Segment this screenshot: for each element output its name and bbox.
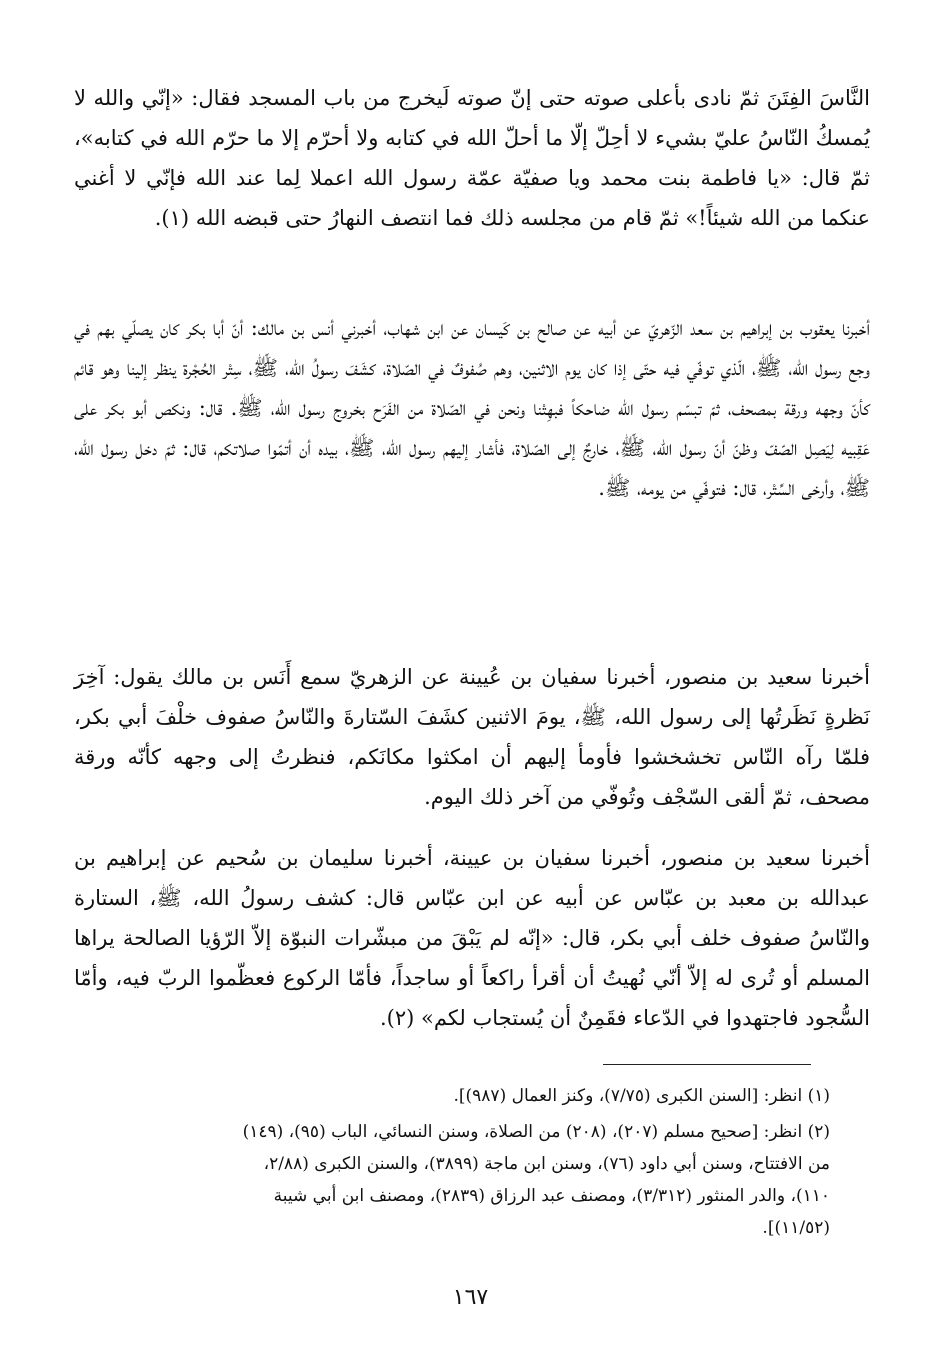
footnotes (74, 1080, 830, 1248)
footnote-2-line: (٢) انظر: [صحيح مسلم (٢٠٧)، (٢٠٨) من الصلاة، وسنن النسائي، الباب (٩٥)، (١٤٩) (242, 1122, 830, 1142)
paragraph-ibn-abbas-narration: أخبرنا سعيد بن منصور، أخبرنا سفيان بن عيينة، أخبرنا سليمان بن سُحيم عن إبراهيم بن عبدالله بن معبد بن عبّاس عن أبيه عن ابن عبّاس قال: كشف رسولُ الله، ﷺ، الستارة والنّاسُ صفوف خلف أبي بكر، قال: «إنّه لم يَبْقَ من مبشّرات النبوّة إلاّ الرّؤيا الصالحة يراها المسلم أو تُرى له إلاّ أنّي نُهيتُ أن أقرأ راكعاً أو ساجداً، فأمّا الركوع فعظّموا الربّ فيه، وأمّا السُّجود فاجتهدوا في الدّعاء فقَمِنٌ أن يُستجاب لكم» (٢). (74, 846, 870, 1030)
paragraph-yaqub-narration: أخبرنا يعقوب بن إبراهيم بن سعد الزّهريّ عن أبيه عن صالح بن كَيسان عن ابن شهاب، أخبرني أنس بن مالك: أنّ أبا بكر كان يصلّي بهم في وجع رسول الله، ﷺ، الّذي توفّي فيه حتّى إذا كان يوم الاثنين، وهم صُفوفٌ في الصّلاة، كشَفَ رسولُ الله، ﷺ، سِتْر الحُجْرة ينظر إلينا وهو قائم كأنّ وجهه ورقة بمصحف، ثمّ تبسّم رسول الله ضاحكاً فبهِتْنا ونحن في الصّلاة من الفَرَح بخروج رسول الله، ﷺ. قال: ونكص أبو بكر على عَقِبيه لِيَصِل الصّفّ وظنّ أنّ رسول الله، ﷺ، خارجٌ إلى الصّلاة، فأشار إليهم رسول الله، ﷺ، بيده أن أتمّوا صلاتكم، قال: ثمّ دخل رسول الله، ﷺ، وأرخى السِّتْر، قال: فتوفّي من يومه، ﷺ. (74, 316, 870, 500)
page-number: ١٦٧ (452, 1285, 489, 1310)
paragraph-continuation: النَّاسَ الفِتَنَ ثمّ نادى بأعلى صوته حتى إنّ صوته لَيخرج من باب المسجد فقال: «إنّي والله لا يُمسكُ النّاسُ عليّ بشيء لا أحِلّ إلّا ما أحلّ الله في كتابه ولا أحرّم إلا ما حرّم الله في كتابه»، ثمّ قال: «يا فاطمة بنت محمد ويا صفيّة عمّة رسول الله اعملا لِما عند الله فإنّي لا أغني عنكما من الله شيئاً!» ثمّ قام من مجلسه ذلك فما انتصف النهارُ حتى قبضه الله (١). (74, 86, 870, 230)
footnote-divider (603, 1064, 811, 1065)
footnote-2-line: ١١٠)، والدر المنثور (٣/٣١٢)، ومصنف عبد الرزاق (٢٨٣٩)، ومصنف ابن أبي شيبة (273, 1186, 830, 1206)
footnote-2-line: (١١/٥٢)]. (762, 1218, 830, 1238)
footnote-2-line: من الافتتاح، وسنن أبي داود (٧٦)، وسنن ابن ماجة (٣٨٩٩)، والسنن الكبرى (٢/٨٨، (263, 1154, 830, 1174)
paragraph-said-anas-narration: أخبرنا سعيد بن منصور، أخبرنا سفيان بن عُيينة عن الزهريّ سمع أَنَس بن مالك يقول: آخِرَ نَظرةٍ نَظَرتُها إلى رسول الله، ﷺ، يومَ الاثنين كشَفَ السّتارةَ والنّاسُ صفوف خلْفَ أبي بكر، فلمّا رآه النّاس تخشخشوا فأومأ إليهم أن امكثوا مكانَكم، فنظرتُ إلى وجهه كأنّه ورقة مصحف، ثمّ ألقى السّجْف وتُوفّي من آخر ذلك اليوم. (74, 665, 870, 809)
footnote-1: (١) انظر: [السنن الكبرى (٧/٧٥)، وكنز العمال (٩٨٧)]. (453, 1086, 830, 1106)
footnote-2 (74, 1116, 830, 1244)
